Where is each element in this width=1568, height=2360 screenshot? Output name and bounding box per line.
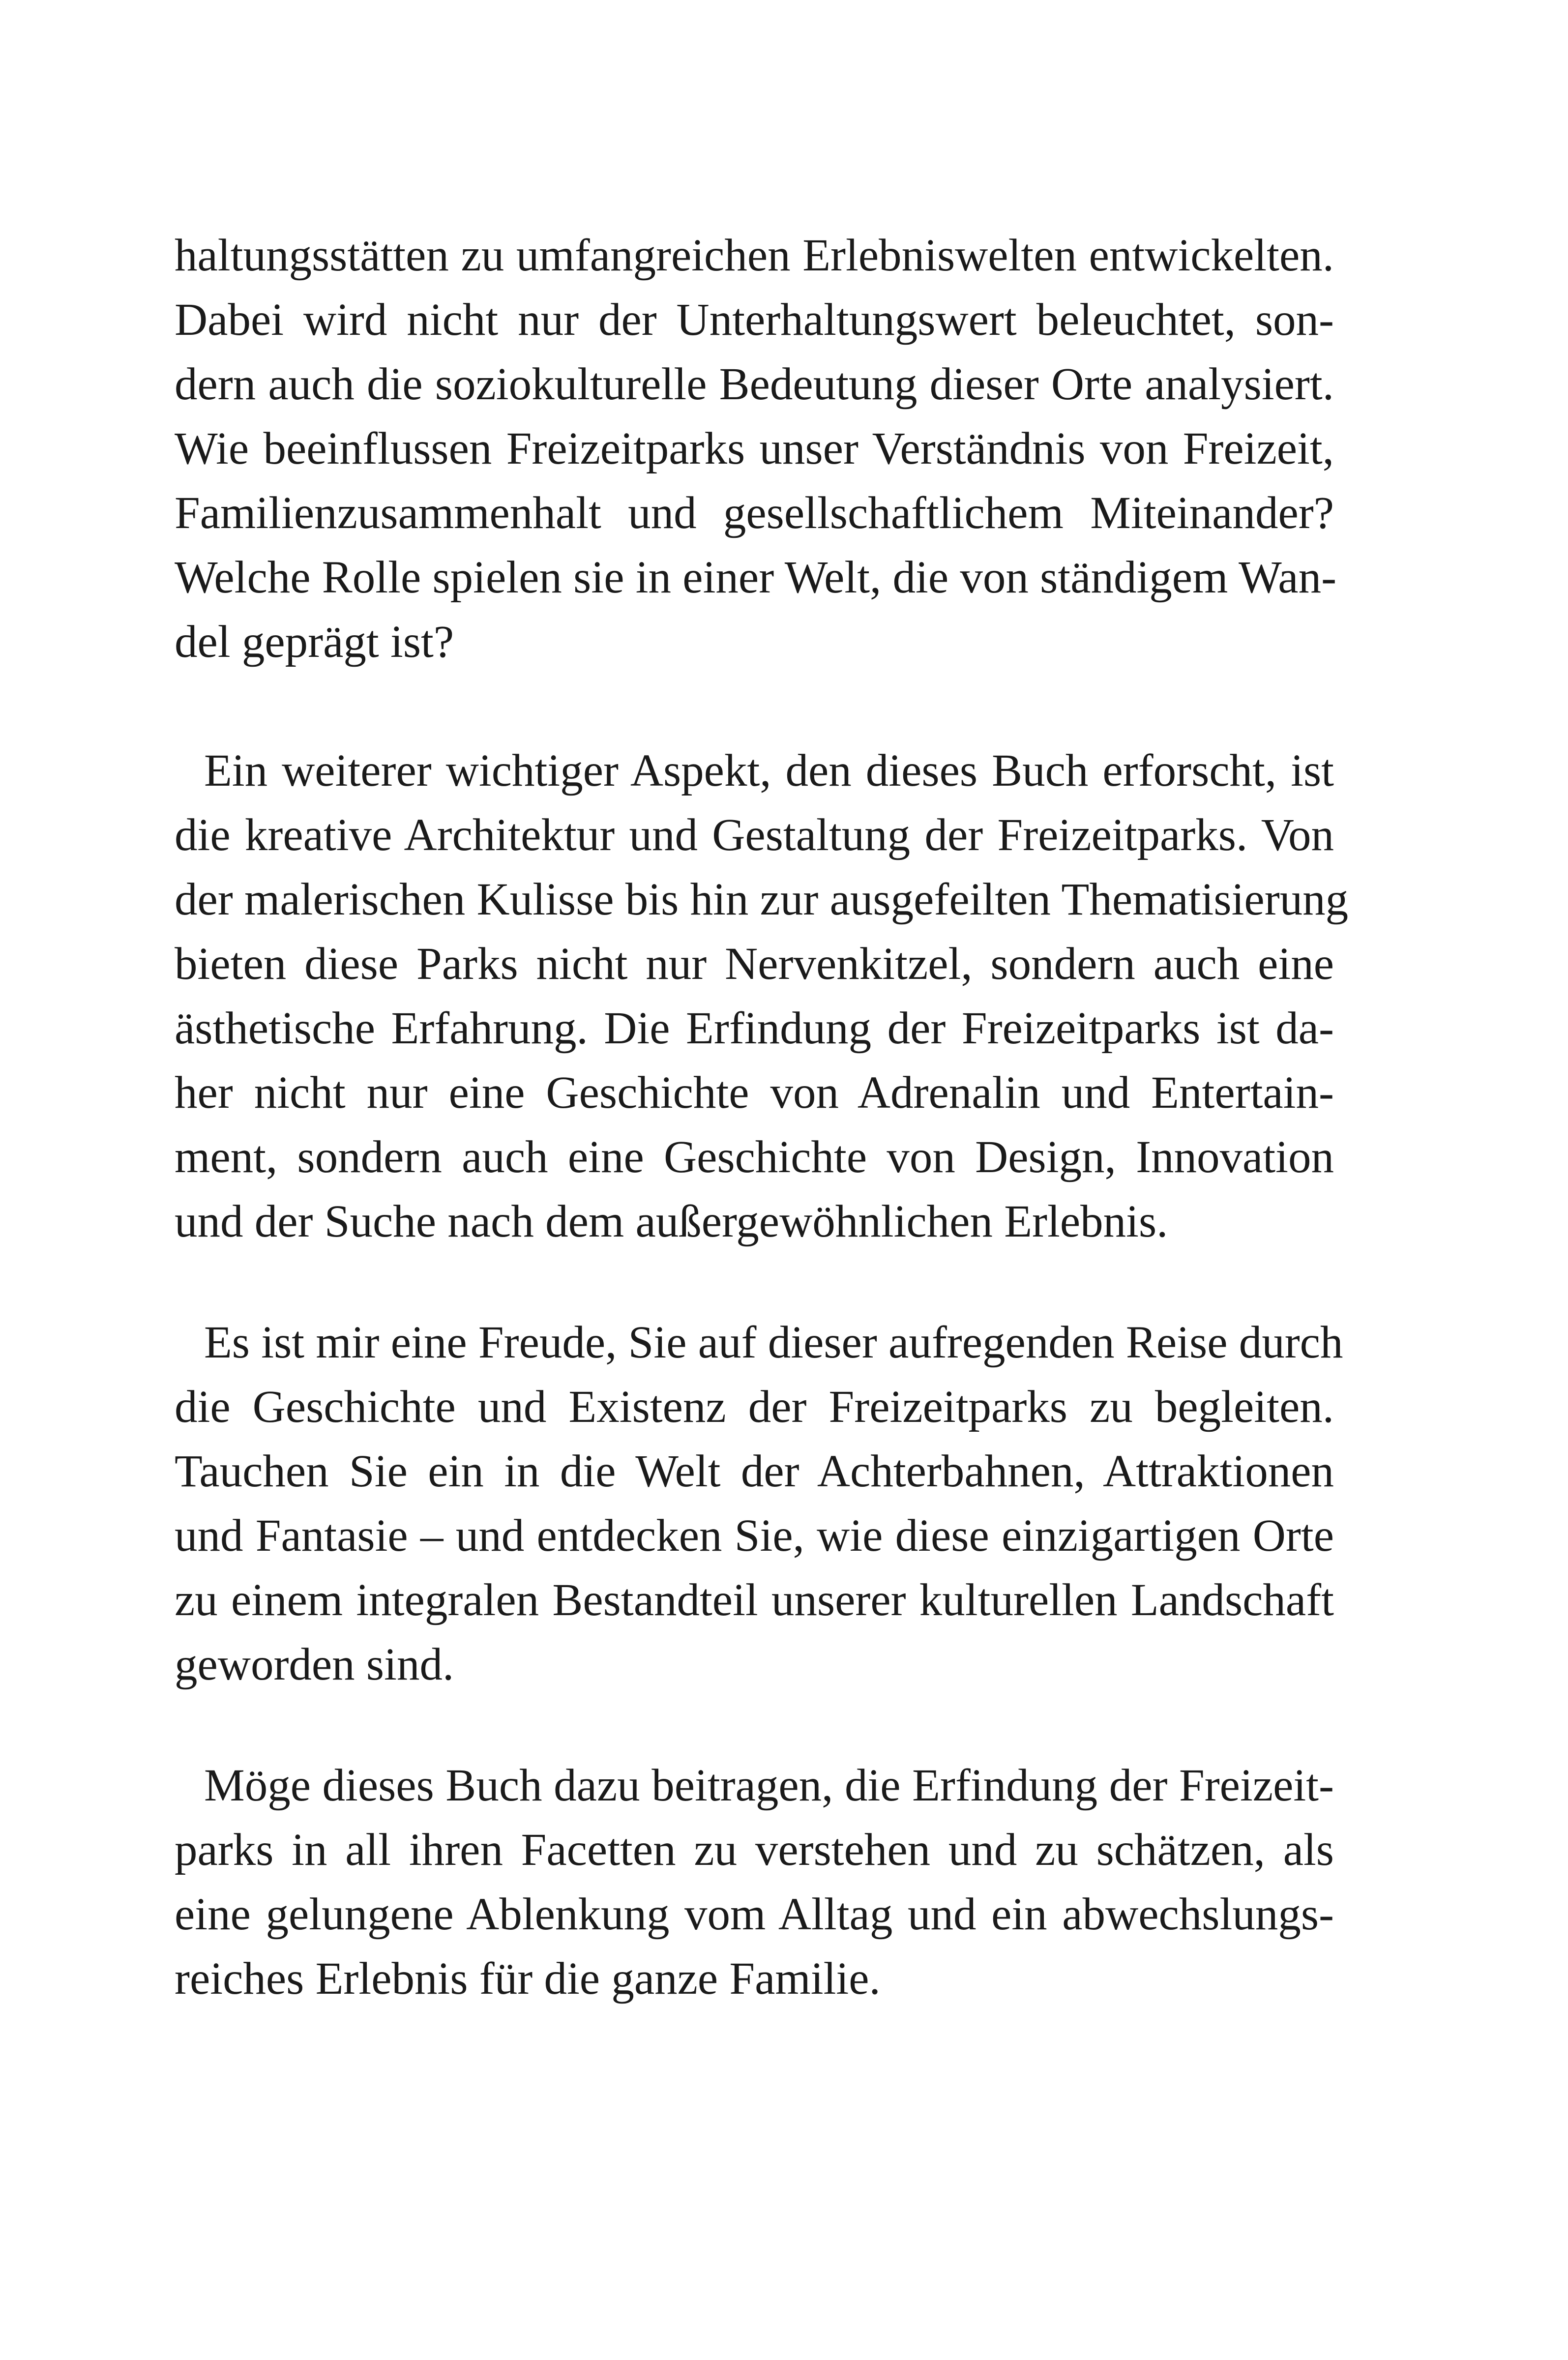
text-line: geworden sind. (175, 1639, 454, 1690)
text-line: ästhetische Erfahrung. Die Erfindung der Freizeitparks ist da- (175, 1003, 1334, 1054)
text-line: dern auch die soziokulturelle Bedeutung dieser Orte analysiert. (175, 359, 1334, 410)
text-line: eine gelungene Ablenkung vom Alltag und ein abwechslungs- (175, 1889, 1334, 1940)
text-line: Dabei wird nicht nur der Unterhaltungswert beleuchtet, son- (175, 295, 1334, 345)
text-line: reiches Erlebnis für die ganze Familie. (175, 1953, 881, 2004)
text-line: die kreative Architektur und Gestaltung der Freizeitparks. Von (175, 810, 1334, 860)
text-line: Es ist mir eine Freude, Sie auf dieser aufregenden Reise durch (204, 1317, 1343, 1368)
text-line: und Fantasie – und entdecken Sie, wie diese einzigartigen Orte (175, 1510, 1334, 1561)
text-line: Ein weiterer wichtiger Aspekt, den dieses Buch erforscht, ist (204, 745, 1334, 796)
text-line: Möge dieses Buch dazu beitragen, die Erfindung der Freizeit- (204, 1760, 1334, 1811)
text-line: haltungsstätten zu umfangreichen Erlebniswelten entwickelten. (175, 230, 1334, 281)
text-line: der malerischen Kulisse bis hin zur ausgefeilten Thematisierung (175, 874, 1349, 925)
text-line: bieten diese Parks nicht nur Nervenkitzel, sondern auch eine (175, 939, 1334, 989)
text-line: und der Suche nach dem außergewöhnlichen Erlebnis. (175, 1196, 1168, 1247)
text-line: her nicht nur eine Geschichte von Adrenalin und Entertain- (175, 1067, 1334, 1118)
text-line: die Geschichte und Existenz der Freizeitparks zu begleiten. (175, 1382, 1334, 1432)
text-line: del geprägt ist? (175, 617, 454, 667)
text-line: ment, sondern auch eine Geschichte von Design, Innovation (175, 1132, 1334, 1182)
text-line: Tauchen Sie ein in die Welt der Achterbahnen, Attraktionen (175, 1446, 1334, 1497)
text-line: Wie beeinflussen Freizeitparks unser Verständnis von Freizeit, (175, 423, 1334, 474)
text-line: Welche Rolle spielen sie in einer Welt, die von ständigem Wan- (175, 552, 1337, 603)
text-line: zu einem integralen Bestandteil unserer kulturellen Landschaft (175, 1575, 1334, 1625)
text-line: parks in all ihren Facetten zu verstehen und zu schätzen, als (175, 1825, 1334, 1875)
text-line: Familienzusammenhalt und gesellschaftlichem Miteinander? (175, 488, 1334, 538)
